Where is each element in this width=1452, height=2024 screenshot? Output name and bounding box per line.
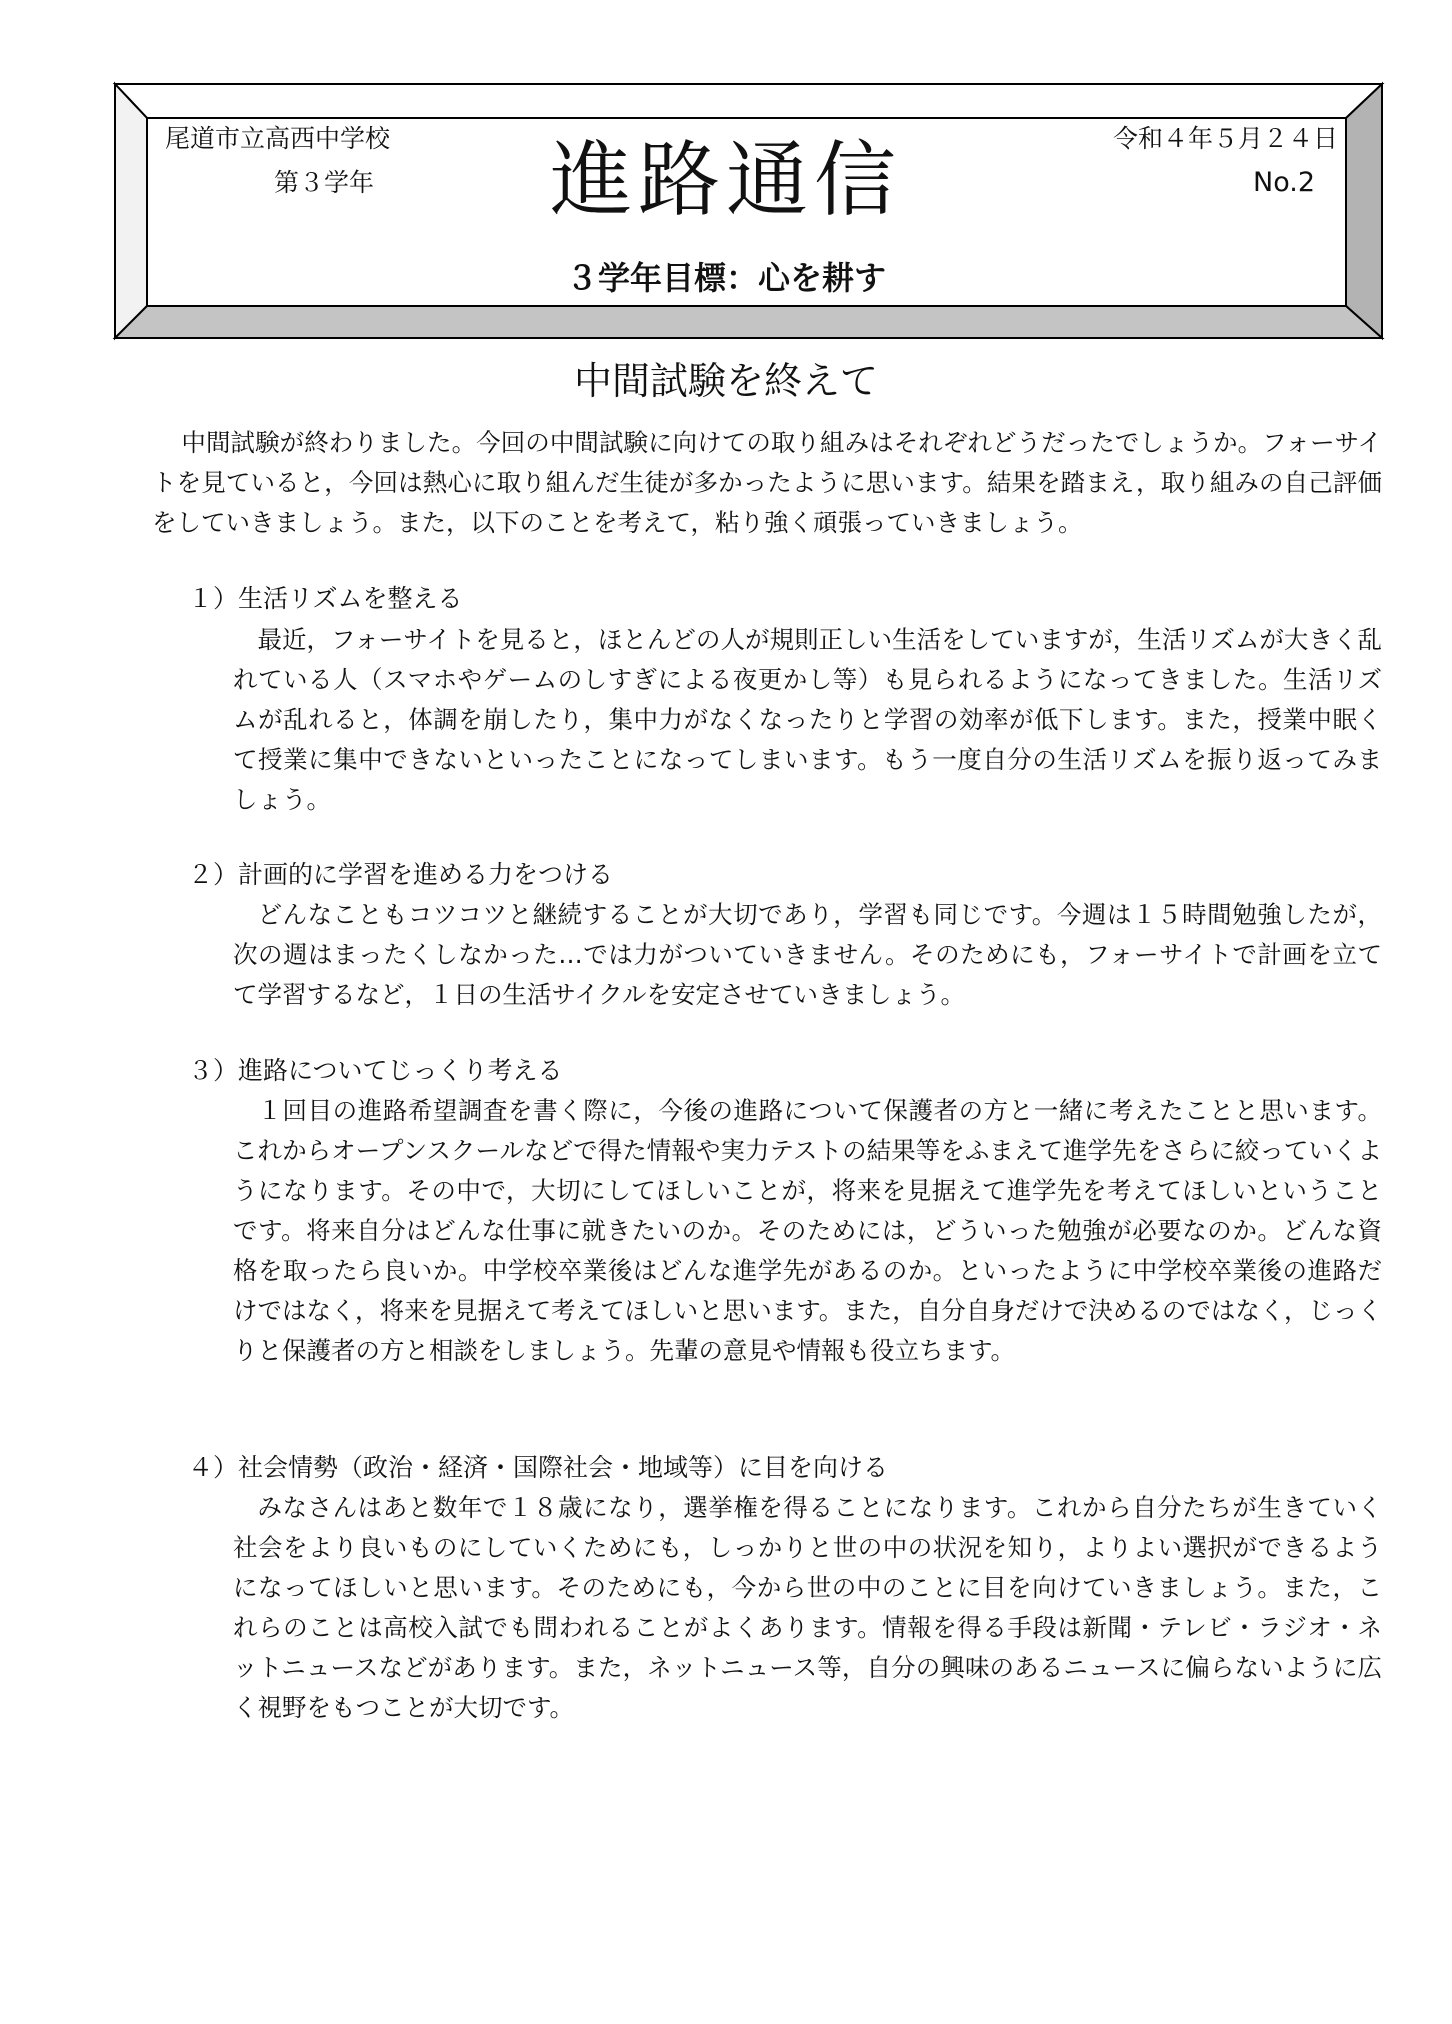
newsletter-title: 進路通信 xyxy=(549,133,902,228)
section-body: みなさんはあと数年で１８歳になり，選挙権を得ることになります。これから自分たちが生きていく社会をより良いものにしていくためにも，しっかりと世の中の状況を知り，よりよい選択ができるようになってほしいと思います。そのためにも，今から世の中のことに目を向けていきましょう。また，これらのことは高校入試でも問われることがよくあります。情報を得る手段は新聞・テレビ・ラジオ・ネットニュースなどがあります。また，ネットニュース等，自分の興味のあるニュースに偏らないように広く視野をもつことが大切です。 xyxy=(233,1493,1382,1722)
frame-bevel-top xyxy=(115,84,1382,118)
frame-bevel-bottom xyxy=(115,306,1382,338)
section-body: １回目の進路希望調査を書く際に，今後の進路について保護者の方と一緒に考えたことと思います。これからオープンスクールなどで得た情報や実力テストの結果等をふまえて進学先をさらに絞っていくようになります。その中で，大切にしてほしいことが，将来を見据えて進学先を考えてほしいということです。将来自分はどんな仕事に就きたいのか。そのためには，どういった勉強が必要なのか。どんな資格を取ったら良いか。中学校卒業後はどんな進学先があるのか。といったように中学校卒業後の進路だけではなく，将来を見据えて考えてほしいと思います。また，自分自身だけで決めるのではなく，じっくりと保護者の方と相談をしましょう。先輩の意見や情報も役立ちます。 xyxy=(233,1096,1382,1365)
school-name: 尾道市立高西中学校 xyxy=(165,124,391,153)
article-title: 中間試験を終えて xyxy=(573,359,878,403)
section-heading: １）生活リズムを整える xyxy=(188,584,463,613)
section-body: 最近，フォーサイトを見ると，ほとんどの人が規則正しい生活をしていますが，生活リズムが大きく乱れている人（スマホやゲームのしすぎによる夜更かし等）も見られるようになってきました。生活リズムが乱れると，体調を崩したり，集中力がなくなったりと学習の効率が低下します。また，授業中眠くて授業に集中できないといったことになってしまいます。もう一度自分の生活リズムを振り返ってみましょう。 xyxy=(233,625,1382,814)
issue-number: No.2 xyxy=(1253,167,1316,198)
grade-goal: ３学年目標：心を耕す xyxy=(565,259,886,297)
section-heading: ２）計画的に学習を進める力をつける xyxy=(188,860,614,889)
section-heading: ４）社会情勢（政治・経済・国際社会・地域等）に目を向ける xyxy=(188,1453,889,1482)
grade-label: 第３学年 xyxy=(274,168,375,197)
issue-date: 令和４年５月２４日 xyxy=(1113,124,1339,153)
section-heading: ３）進路についてじっくり考える xyxy=(188,1056,563,1085)
intro-paragraph: 中間試験が終わりました。今回の中間試験に向けての取り組みはそれぞれどうだったでしょうか。フォーサイトを見ていると，今回は熱心に取り組んだ生徒が多かったように思います。結果を踏まえ，取り組みの自己評価をしていきましょう。また，以下のことを考えて，粘り強く頑張っていきましょう。 xyxy=(152,428,1382,537)
section-body: どんなこともコツコツと継続することが大切であり，学習も同じです。今週は１５時間勉強したが，次の週はまったくしなかった…では力がついていきません。そのためにも，フォーサイトで計画を立てて学習するなど，１日の生活サイクルを安定させていきましょう。 xyxy=(233,900,1382,1009)
